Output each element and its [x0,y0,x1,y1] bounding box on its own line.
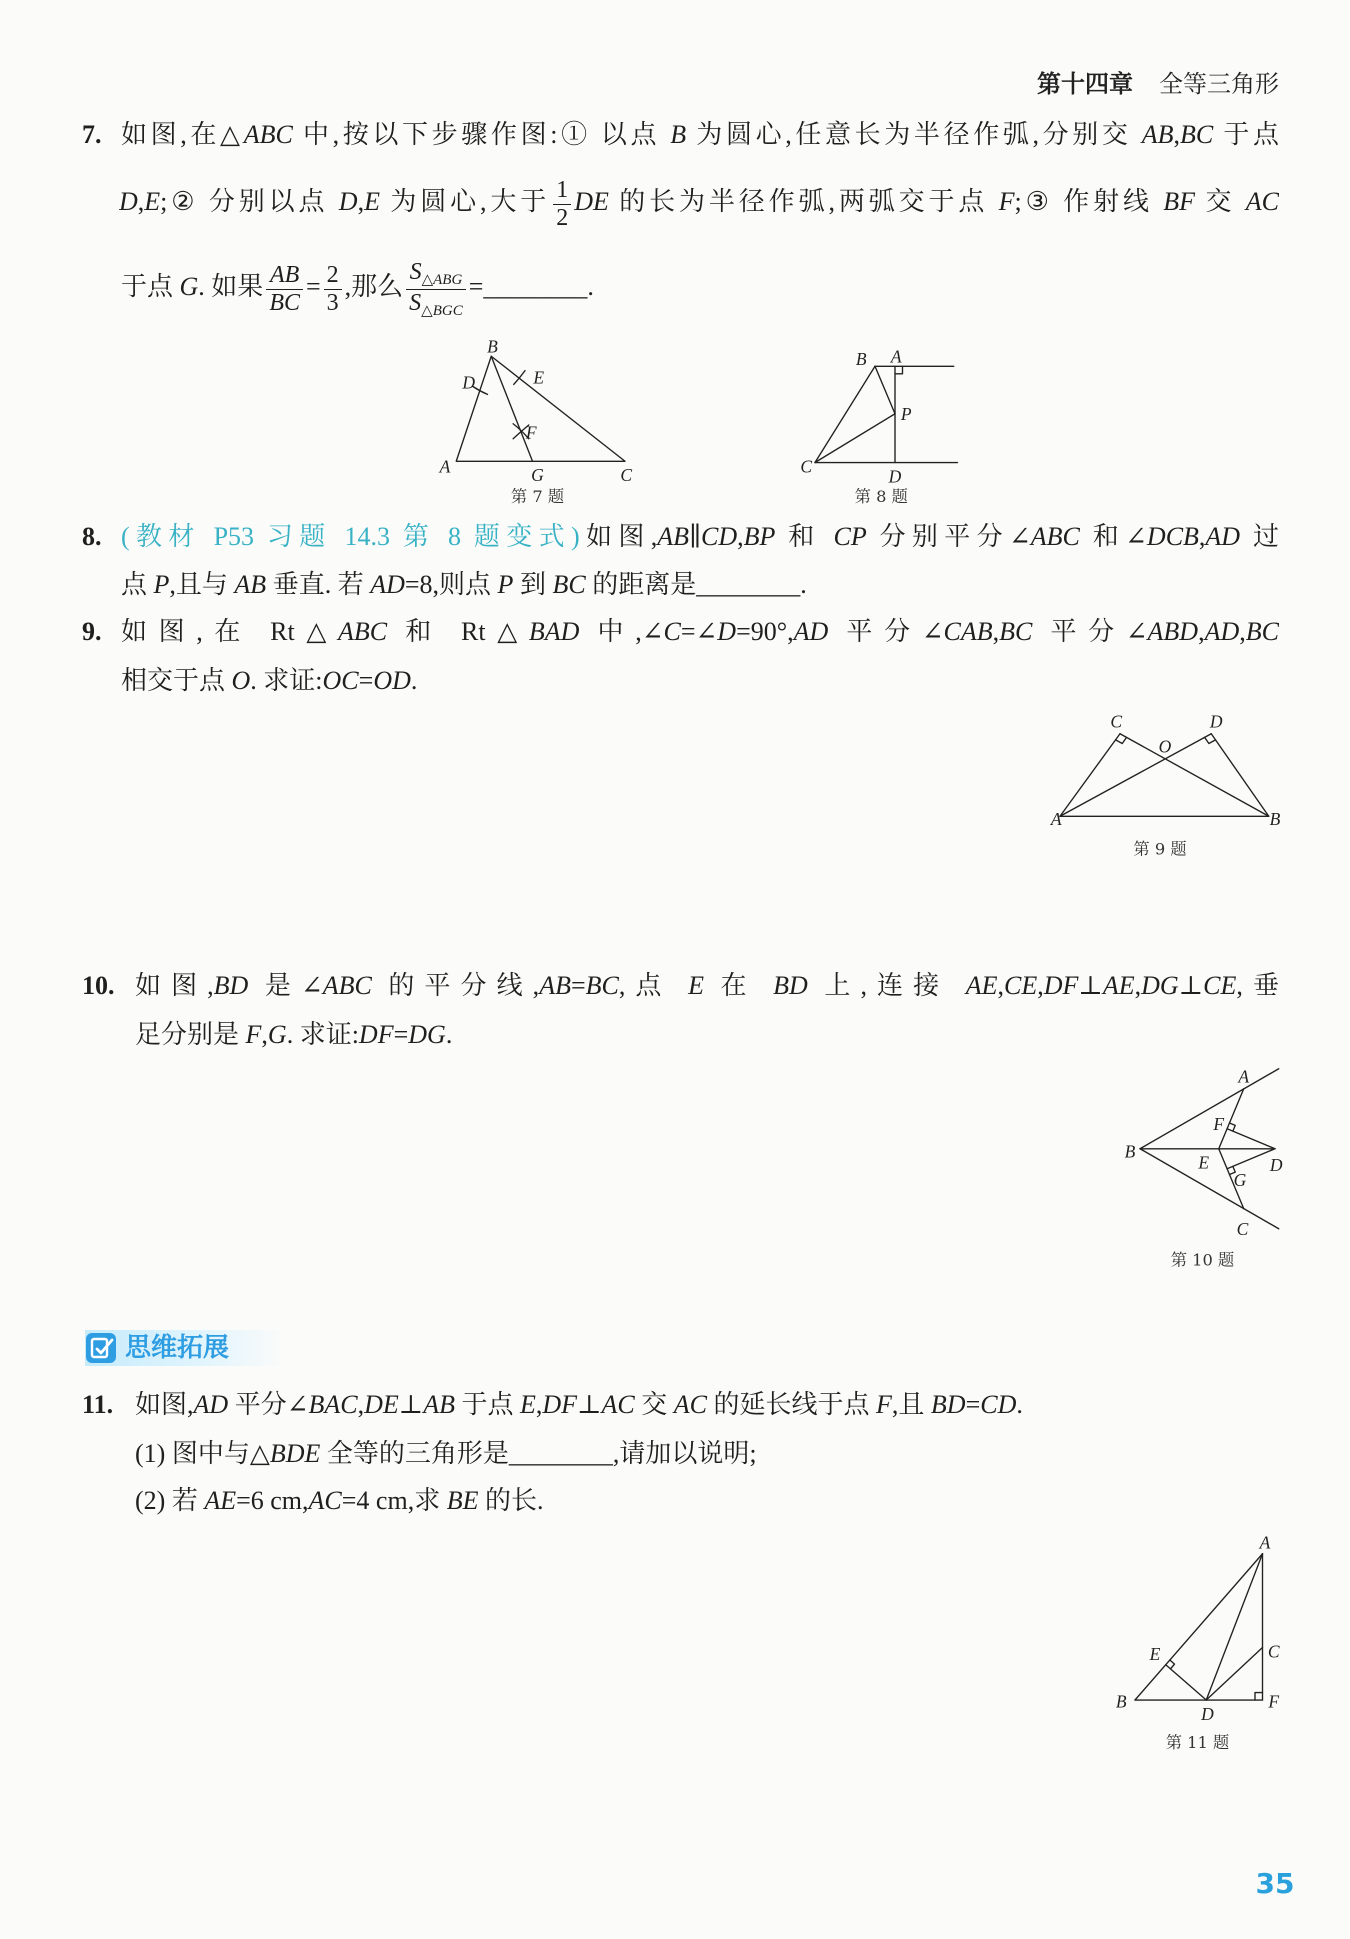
segment-ab [1135,1554,1263,1700]
fraction-ab-over-bc [266,262,303,317]
point-label-c: C [1236,1218,1249,1239]
segment-ae [1219,1089,1244,1149]
area-subscript: △BGC [421,302,463,319]
fraction-numerator: 1 [553,177,571,205]
point-label-d: D [462,372,476,393]
segment-ac [1060,734,1120,817]
segment-df [1227,1129,1275,1149]
point-label-a: A [1050,808,1062,829]
page-number: 35 [1255,1867,1295,1900]
problem-7-number: 7. [82,120,102,149]
problem-10-line-1 [135,966,1279,1006]
problem-8-line-2 [121,565,1081,605]
problem-8-text: 如图,AB∥CD,BP 和 CP 分别平分∠ABC 和∠DCB,AD 过 [579,522,1279,551]
arc-mark-d [473,386,488,394]
fraction-denominator: 2 [556,204,569,231]
segment-ce [1219,1149,1244,1209]
figure-10 [1125,1066,1283,1269]
chapter-label: 第十四章 [1037,70,1133,98]
point-label-c: C [620,465,633,486]
segment-dc [1206,1648,1262,1701]
point-label-e: E [1149,1643,1161,1664]
chapter-title: 全等三角形 [1159,70,1279,98]
fraction-denominator: BC [269,289,300,316]
figure-caption: 第 10 题 [1170,1250,1235,1270]
fraction-numerator: AB [266,262,303,290]
problem-7-line-2 [119,162,1279,242]
arc-mark-f-1 [513,424,529,439]
figure-caption: 第 8 题 [854,486,908,506]
figure-9 [1050,711,1281,858]
point-label-f: F [1268,1691,1280,1712]
point-label-f: F [1213,1113,1225,1134]
fraction-numerator [406,259,466,290]
segment-cp [815,414,895,463]
point-label-d: D [888,466,902,487]
area-symbol: S [409,289,422,316]
point-label-b: B [855,348,867,369]
problem-11-part-1 [135,1434,995,1474]
problem-11-subquestion: (2) 若 AE=6 cm,AC=4 cm,求 BE 的长. [135,1486,544,1515]
edit-note-icon [85,1332,117,1364]
point-label-g: G [1233,1170,1247,1190]
fraction-one-half [553,177,571,232]
figure-8 [800,346,957,506]
running-header [900,64,1279,104]
segment-ad [1206,1554,1262,1700]
problem-11-text: 如图,AD 平分∠BAC,DE⊥AB 于点 E,DF⊥AC 交 AC 的延长线于点 F,且 BD=CD. [135,1390,1023,1419]
point-label-b: B [1124,1141,1136,1162]
problem-11-number: 11. [82,1390,114,1419]
ray-ba [1140,1069,1279,1149]
point-label-g: G [531,465,544,486]
fraction-denominator: 3 [326,289,339,316]
right-angle-mark-d [1205,737,1216,743]
problem-10-text: 如图,BD 是∠ABC 的平分线,AB=BC,点 E 在 BD 上,连接 AE,CE,DF⊥AE,DG⊥CE,垂 [135,971,1279,1000]
problem-7-line-1 [121,115,1279,155]
point-label-d: D [1209,711,1223,732]
segment-dg [1227,1149,1275,1169]
fraction-numerator: 2 [324,262,342,290]
segment-cb [1120,734,1269,817]
point-label-o: O [1158,736,1172,757]
area-subscript: △ABG [421,271,463,288]
point-label-c: C [800,456,813,477]
point-label-e: E [533,367,545,388]
equals-sign: = [305,272,321,301]
segment-de [1166,1665,1207,1700]
point-label-b: B [1115,1691,1127,1712]
right-angle-mark-f [1255,1693,1263,1701]
point-label-a: A [1238,1066,1250,1087]
textbook-source-note: (教材 P53 习题 14.3 第 8 题变式) [121,522,580,551]
fraction-denominator [406,290,466,320]
triangle-abc [456,356,625,461]
point-label-e: E [1198,1152,1210,1173]
point-label-a: A [439,456,451,477]
right-angle-mark-e [1170,1660,1175,1669]
segment-bp [875,366,895,414]
point-label-f: F [525,422,537,443]
problem-11-part-2 [135,1481,995,1521]
figure-7 [439,336,633,506]
point-label-a: A [1259,1532,1271,1553]
right-angle-mark-a [895,366,903,374]
figure-caption: 第 7 题 [510,486,565,506]
problem-9-line-2 [121,661,881,701]
arc-mark-e [514,371,525,385]
figure-11 [1116,1533,1280,1753]
problem-7-text: 于点 G. 如果 [121,272,264,301]
problem-8-number: 8. [82,522,102,551]
section-header-thinking-extension [85,1330,285,1366]
problem-9-text: 相交于点 O. 求证:OC=OD. [121,666,418,695]
answer-blank: ________. [483,272,594,301]
point-label-d: D [1269,1155,1283,1175]
figure-caption: 第 11 题 [1165,1733,1230,1752]
problem-9-text: 如图,在 Rt△ABC 和 Rt△BAD 中,∠C=∠D=90°,AD 平分∠CAB,BC 平分∠ABD,AD,BC [121,617,1279,646]
equals-sign: = [468,272,484,301]
point-label-b: B [487,336,498,357]
figure-caption: 第 9 题 [1133,839,1187,859]
point-label-a: A [890,346,902,367]
problem-10-line-2 [135,1015,895,1055]
arc-mark-f-2 [513,425,529,439]
problem-11-line-1 [135,1385,1255,1425]
right-angle-mark-f [1230,1123,1236,1131]
problem-7-text: D,E;② 分别以点 D,E 为圆心,大于 [119,187,551,216]
area-symbol: S [409,258,422,285]
problem-7-text: ,那么 [344,272,404,301]
problem-10-text: 足分别是 F,G. 求证:DF=DG. [135,1020,453,1049]
ray-bc [1140,1149,1279,1229]
section-title: 思维拓展 [125,1333,230,1363]
problem-8-text: 点 P,且与 AB 垂直. 若 AD=8,则点 P 到 BC 的距离是________. [121,570,807,599]
problem-7-text: 如图,在△ABC 中,按以下步骤作图:① 以点 B 为圆心,任意长为半径作弧,分别交 AB,BC 于点 [121,120,1279,149]
point-label-d: D [1201,1703,1214,1724]
problem-7-line-3 [121,247,941,327]
fraction-area-ratio [406,259,466,320]
point-label-c: C [1267,1641,1280,1662]
problem-8-line-1 [121,517,1279,557]
segment-ad [1060,734,1211,817]
problem-9-line-1 [121,612,1279,652]
right-angle-mark-c [1116,737,1127,743]
fraction-two-thirds [324,262,342,317]
segment-bc [815,366,875,462]
right-angle-mark-g [1230,1166,1236,1174]
ray-bf [491,356,532,461]
segment-db [1211,734,1269,817]
point-label-b: B [1269,808,1281,829]
problem-7-text: DE 的长为半径作弧,两弧交于点 F;③ 作射线 BF 交 AC [574,187,1279,216]
point-label-p: P [900,403,912,424]
problem-10-number: 10. [82,971,115,1000]
point-label-c: C [1110,711,1123,732]
problem-11-subquestion: (1) 图中与△BDE 全等的三角形是________,请加以说明; [135,1439,757,1468]
problem-9-number: 9. [82,617,102,646]
